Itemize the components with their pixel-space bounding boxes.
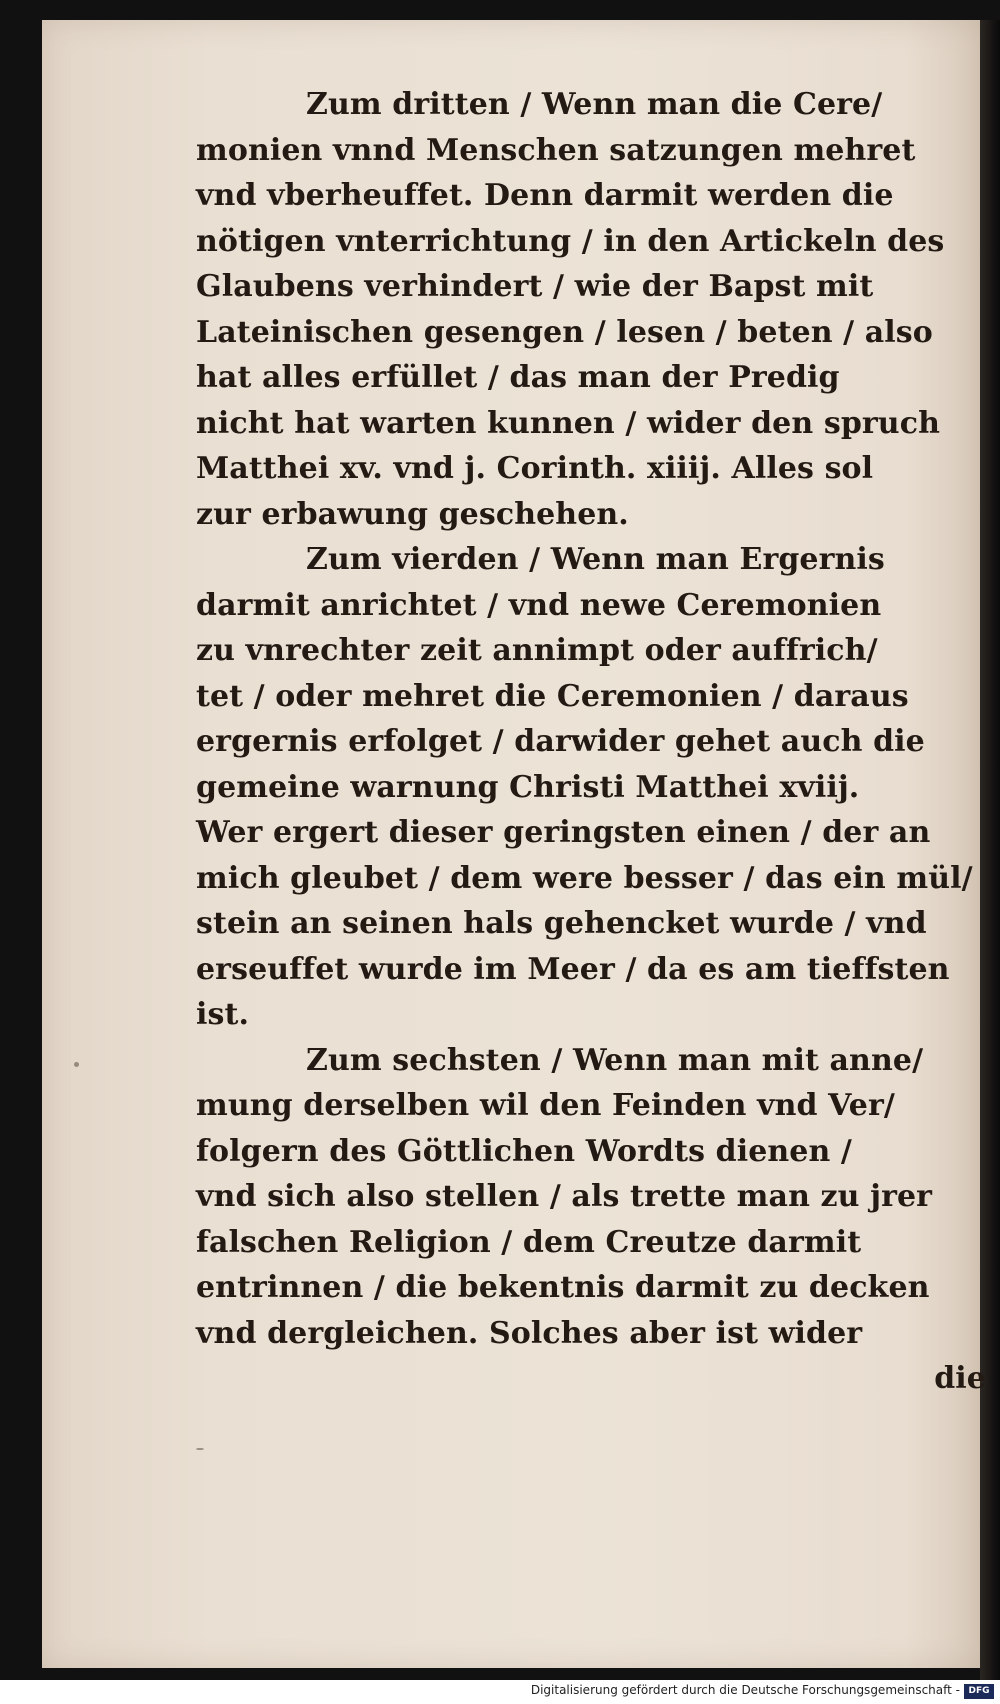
- speck: [196, 1448, 204, 1450]
- text-line: Zum sechsten / Wenn man mit anne/: [306, 1042, 924, 1078]
- text-line: Lateinischen gesengen / lesen / beten / also: [196, 314, 933, 350]
- text-line: hat alles erfüllet / das man der Predig: [196, 360, 840, 395]
- text-line: entrinnen / die bekentnis darmit zu decken: [196, 1270, 930, 1305]
- text-line: ergernis erfolget / darwider gehet auch die: [196, 724, 925, 759]
- text-line: zur erbawung geschehen.: [196, 496, 629, 532]
- text-line: Matthei xv. vnd j. Corinth. xiiij. Alles sol: [196, 451, 874, 486]
- text-line: nötigen vnterrichtung / in den Artickeln des: [196, 223, 945, 259]
- text-line: Glaubens verhindert / wie der Bapst mit: [196, 269, 874, 304]
- text-line: Zum vierden / Wenn man Ergernis: [306, 542, 885, 577]
- text-line: vnd sich also stellen / als trette man zu jrer: [196, 1179, 933, 1214]
- text-line: stein an seinen hals gehencket wurde / vnd: [196, 906, 927, 941]
- text-line: ist.: [196, 997, 249, 1032]
- text-line: falschen Religion / dem Creutze darmit: [196, 1224, 862, 1260]
- text-line: erseuffet wurde im Meer / da es am tieffsten: [196, 951, 950, 987]
- text-line: nicht hat warten kunnen / wider den spruch: [196, 405, 940, 441]
- text-line: darmit anrichtet / vnd newe Ceremonien: [196, 587, 882, 623]
- text-line: vnd dergleichen. Solches aber ist wider: [196, 1315, 863, 1351]
- catchword: die: [934, 1361, 986, 1396]
- speck: [74, 1062, 79, 1067]
- text-line: vnd vberheuffet. Denn darmit werden die: [196, 178, 894, 213]
- text-line: monien vnnd Menschen satzungen mehret: [196, 132, 916, 168]
- digitization-credit: Digitalisierung gefördert durch die Deutsche Forschungsgemeinschaft -: [530, 1683, 960, 1697]
- text-line: tet / oder mehret die Ceremonien / daraus: [196, 678, 909, 714]
- page-text: [196, 82, 986, 1402]
- text-line: folgern des Göttlichen Wordts dienen /: [196, 1133, 852, 1169]
- text-line: Zum dritten / Wenn man die Cere/: [306, 87, 883, 122]
- text-line: mung derselben wil den Feinden vnd Ver/: [196, 1088, 895, 1123]
- dfg-logo: DFG: [964, 1684, 994, 1699]
- text-line: Wer ergert dieser geringsten einen / der an: [196, 815, 931, 850]
- text-line: zu vnrechter zeit annimpt oder auffrich/: [196, 633, 878, 668]
- text-line: gemeine warnung Christi Matthei xviij.: [196, 769, 860, 805]
- text-line: mich gleubet / dem were besser / das ein mül/: [196, 860, 973, 896]
